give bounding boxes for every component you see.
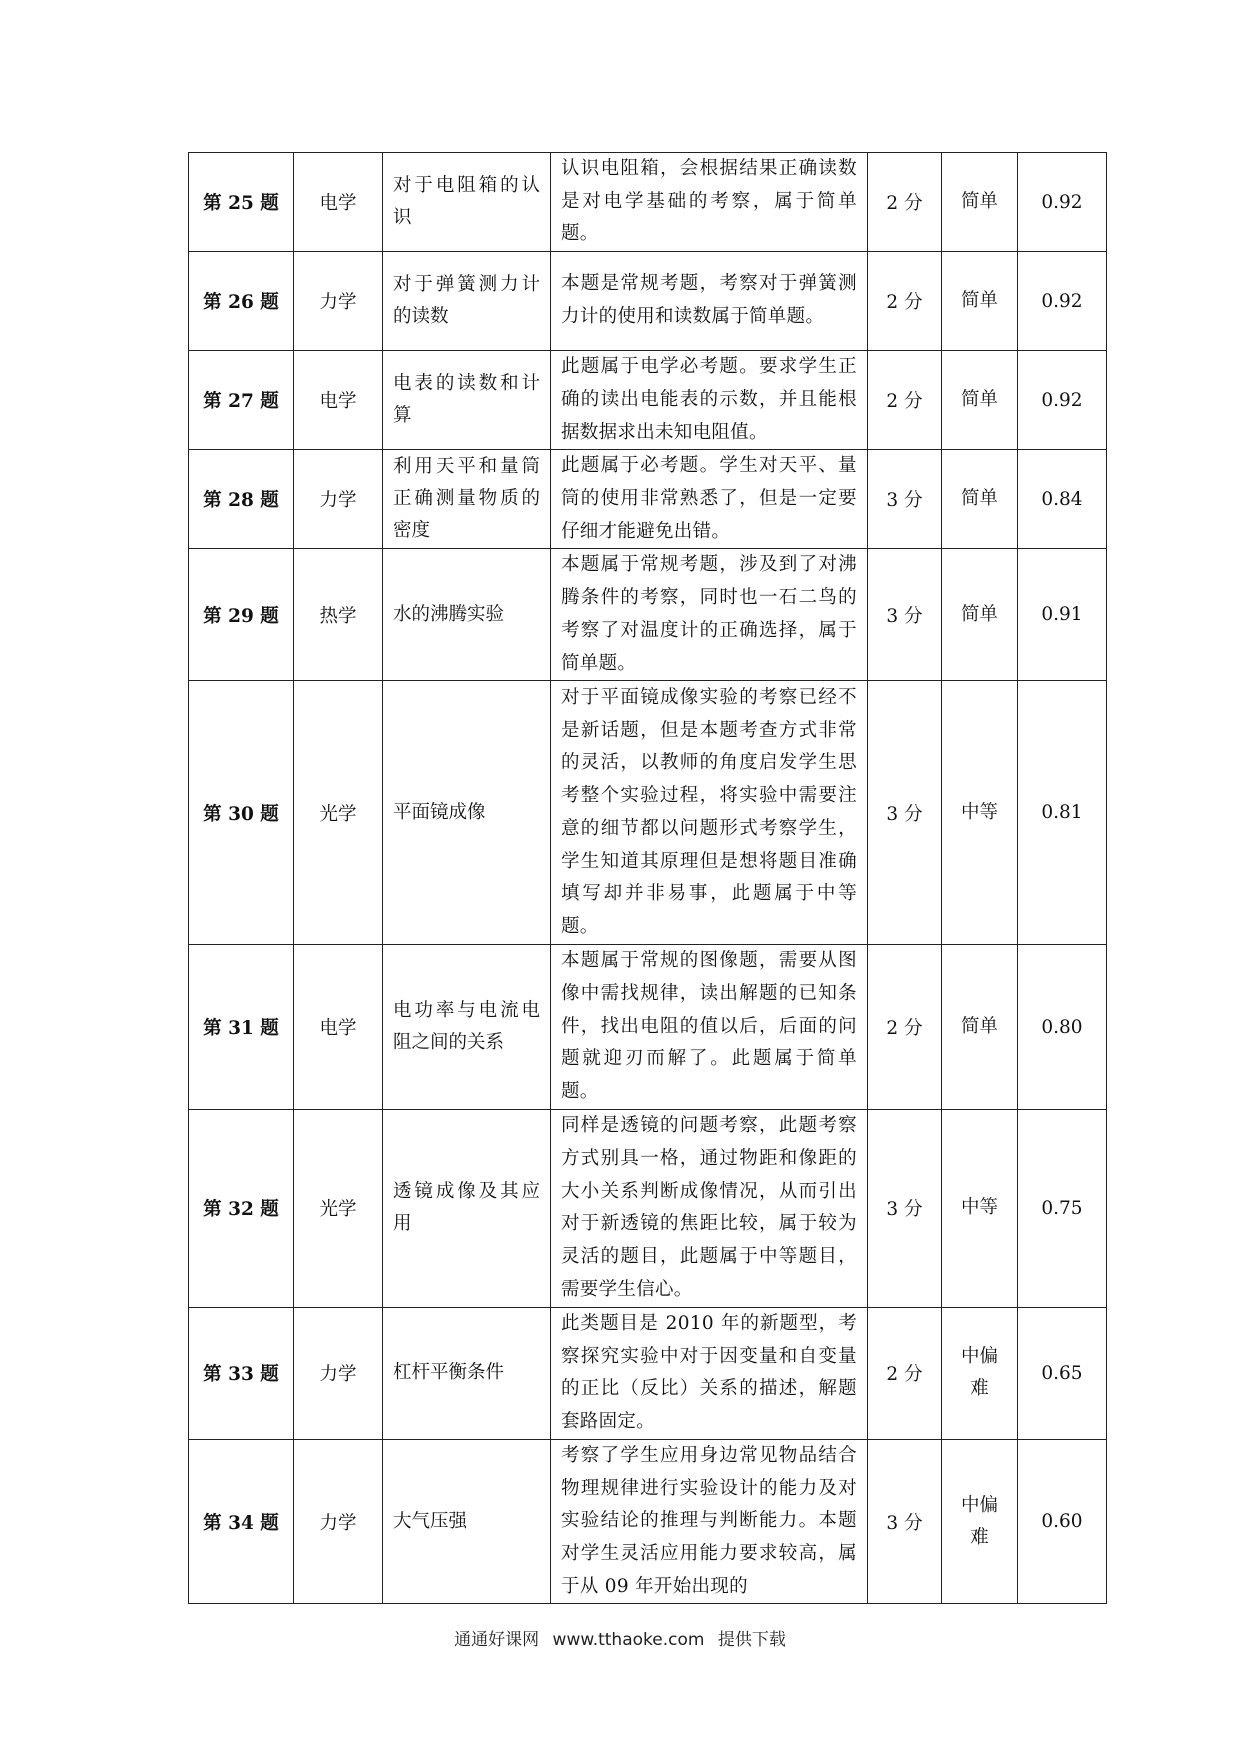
question-analysis: 同样是透镜的问题考察，此题考察方式别具一格，通过物距和像距的大小关系判断成像情况，从而引出对于新透镜的焦距比较，属于较为灵活的题目，此题属于中等题目，需要学生信心。	[551, 1109, 868, 1307]
question-difficulty	[942, 351, 1018, 450]
question-number: 第 33 题	[189, 1307, 294, 1439]
question-topic: 电表的读数和计算	[383, 351, 551, 450]
difficulty-label: 简单	[960, 191, 998, 213]
question-number: 第 30 题	[189, 681, 294, 945]
subject-area: 电学	[294, 945, 383, 1110]
score-rate: 0.60	[1018, 1439, 1107, 1604]
table-row	[189, 681, 1107, 945]
subject-area: 力学	[294, 252, 383, 351]
subject-area: 热学	[294, 549, 383, 681]
difficulty-label: 简单	[960, 290, 998, 312]
question-topic: 大气压强	[383, 1439, 551, 1604]
score-rate: 0.84	[1018, 450, 1107, 549]
subject-area: 力学	[294, 450, 383, 549]
question-analysis: 此题属于电学必考题。要求学生正确的读出电能表的示数，并且能根据数据求出未知电阻值。	[551, 351, 868, 450]
score-rate: 0.81	[1018, 681, 1107, 945]
difficulty-label: 中偏难	[960, 1346, 998, 1400]
page-footer: 通通好课网 www.tthaoke.com 提供下载	[454, 1630, 786, 1650]
question-number: 第 26 题	[189, 252, 294, 351]
subject-area: 力学	[294, 1307, 383, 1439]
difficulty-label: 简单	[960, 389, 998, 411]
question-difficulty	[942, 945, 1018, 1110]
question-score: 2 分	[868, 153, 942, 252]
question-difficulty	[942, 252, 1018, 351]
difficulty-label: 简单	[960, 488, 998, 510]
question-analysis: 对于平面镜成像实验的考察已经不是新话题，但是本题考查方式非常的灵活，以教师的角度启发学生思考整个实验过程，将实验中需要注意的细节都以问题形式考察学生，学生知道其原理但是想将题目准确填写却并非易事，此题属于中等题。	[551, 681, 868, 945]
question-score: 3 分	[868, 1439, 942, 1604]
difficulty-label: 简单	[960, 1016, 998, 1038]
table-row	[189, 252, 1107, 351]
question-analysis: 本题属于常规考题，涉及到了对沸腾条件的考察，同时也一石二鸟的考察了对温度计的正确选择，属于简单题。	[551, 549, 868, 681]
question-topic: 利用天平和量筒正确测量物质的密度	[383, 450, 551, 549]
question-topic: 对于弹簧测力计的读数	[383, 252, 551, 351]
question-score: 2 分	[868, 945, 942, 1110]
question-difficulty	[942, 1109, 1018, 1307]
difficulty-label: 中等	[960, 801, 998, 823]
question-topic: 对于电阻箱的认识	[383, 153, 551, 252]
table-row	[189, 1307, 1107, 1439]
question-number: 第 25 题	[189, 153, 294, 252]
question-number: 第 31 题	[189, 945, 294, 1110]
question-difficulty	[942, 1439, 1018, 1604]
score-rate: 0.75	[1018, 1109, 1107, 1307]
question-topic: 平面镜成像	[383, 681, 551, 945]
question-analysis: 本题属于常规的图像题，需要从图像中需找规律，读出解题的已知条件，找出电阻的值以后，后面的问题就迎刃而解了。此题属于简单题。	[551, 945, 868, 1110]
difficulty-label: 简单	[960, 603, 998, 625]
question-number: 第 34 题	[189, 1439, 294, 1604]
subject-area: 力学	[294, 1439, 383, 1604]
question-score: 3 分	[868, 1109, 942, 1307]
question-score: 3 分	[868, 681, 942, 945]
score-rate: 0.80	[1018, 945, 1107, 1110]
question-number: 第 28 题	[189, 450, 294, 549]
question-topic: 电功率与电流电阻之间的关系	[383, 945, 551, 1110]
table-row	[189, 945, 1107, 1110]
subject-area: 电学	[294, 153, 383, 252]
score-rate: 0.91	[1018, 549, 1107, 681]
question-analysis: 考察了学生应用身边常见物品结合物理规律进行实验设计的能力及对实验结论的推理与判断能力。本题对学生灵活应用能力要求较高，属于从 09 年开始出现的	[551, 1439, 868, 1604]
question-topic: 杠杆平衡条件	[383, 1307, 551, 1439]
table-row	[189, 351, 1107, 450]
question-score: 2 分	[868, 1307, 942, 1439]
question-difficulty	[942, 450, 1018, 549]
question-topic: 透镜成像及其应用	[383, 1109, 551, 1307]
difficulty-label: 中等	[960, 1197, 998, 1219]
question-analysis: 认识电阻箱，会根据结果正确读数是对电学基础的考察，属于简单题。	[551, 153, 868, 252]
table-row	[189, 153, 1107, 252]
table-row	[189, 1439, 1107, 1604]
question-difficulty	[942, 1307, 1018, 1439]
question-analysis: 此题属于必考题。学生对天平、量筒的使用非常熟悉了，但是一定要仔细才能避免出错。	[551, 450, 868, 549]
question-analysis: 此类题目是 2010 年的新题型，考察探究实验中对于因变量和自变量的正比（反比）关系的描述，解题套路固定。	[551, 1307, 868, 1439]
table-row	[189, 450, 1107, 549]
question-number: 第 27 题	[189, 351, 294, 450]
question-score: 2 分	[868, 252, 942, 351]
question-number: 第 32 题	[189, 1109, 294, 1307]
question-score: 2 分	[868, 351, 942, 450]
subject-area: 光学	[294, 1109, 383, 1307]
exam-analysis-table	[188, 152, 1107, 1604]
table-row	[189, 1109, 1107, 1307]
score-rate: 0.65	[1018, 1307, 1107, 1439]
table-row	[189, 549, 1107, 681]
subject-area: 光学	[294, 681, 383, 945]
score-rate: 0.92	[1018, 252, 1107, 351]
difficulty-label: 中偏难	[960, 1494, 998, 1548]
question-score: 3 分	[868, 450, 942, 549]
subject-area: 电学	[294, 351, 383, 450]
question-difficulty	[942, 681, 1018, 945]
question-number: 第 29 题	[189, 549, 294, 681]
question-difficulty	[942, 549, 1018, 681]
question-difficulty	[942, 153, 1018, 252]
score-rate: 0.92	[1018, 351, 1107, 450]
question-topic: 水的沸腾实验	[383, 549, 551, 681]
question-score: 3 分	[868, 549, 942, 681]
score-rate: 0.92	[1018, 153, 1107, 252]
question-analysis: 本题是常规考题，考察对于弹簧测力计的使用和读数属于简单题。	[551, 252, 868, 351]
